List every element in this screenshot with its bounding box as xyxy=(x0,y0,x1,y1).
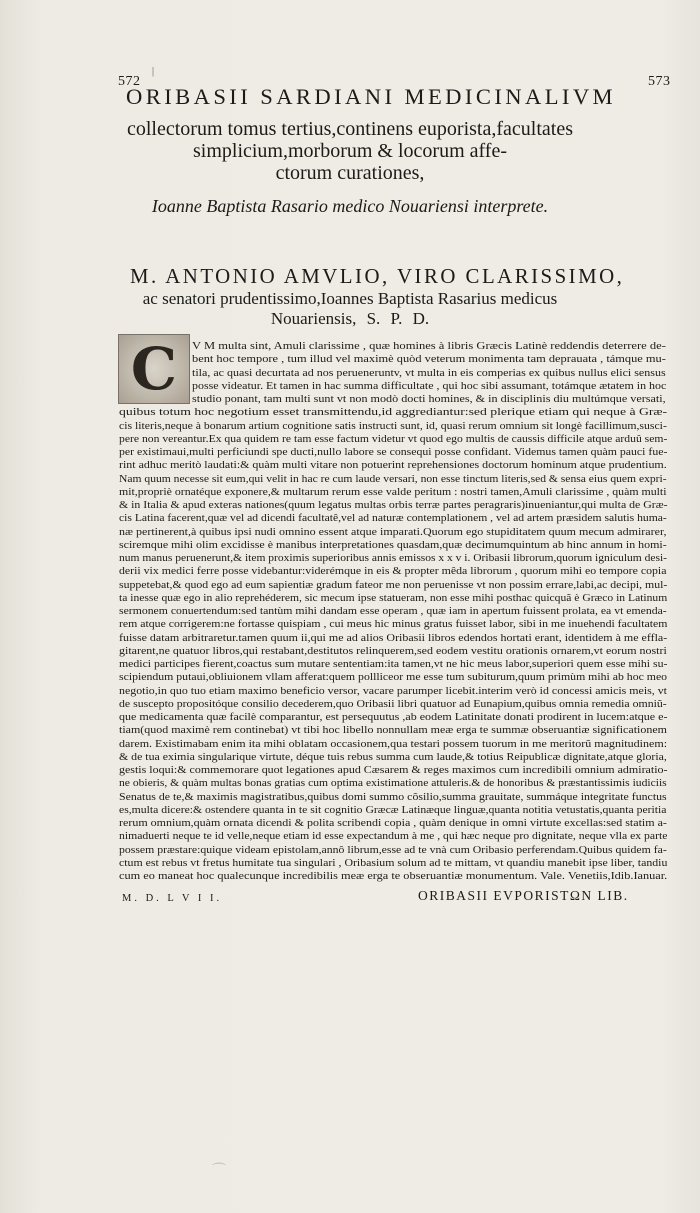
title-line-2: simplicium,morborum & locorum affe- xyxy=(192,140,507,162)
body-line: medici participes fierent,coactus sum mutare sententiam:ita tamen,vt ne hic meus labor,superiori quem esse mihi su- xyxy=(119,658,668,670)
body-line: sermonem conuertendum:sed tantùm mihi dandam esse operam , quæ iam in apertum fuissent prolata, ea vt emenda- xyxy=(119,605,667,617)
body-line: cum eo maneat hoc qualecunque incredibilis meæ erga te obseruantiæ monumentum. Vale. Venetiis,Idib.Ianuar. xyxy=(119,870,668,882)
translator-credit: Ioanne Baptista Rasario medico Nouariensi interprete. xyxy=(151,196,549,216)
body-line: num manus peruenerunt,& item proximis superioribus annis emissos x x v i. Oribasii librorum,quorum igniculum desi- xyxy=(119,552,667,564)
dedication-heading: M. ANTONIO AMVLIO, VIRO CLARISSIMO, xyxy=(130,264,625,288)
body-line: rerum omnium,quàm ornata dicendi & polita scribendi copia , quàm denique in omni virtute excellas:sed statim a- xyxy=(119,817,667,829)
body-line: darem. Existimabam enim ita mihi oblatam occasionem,qua testari possem tuorum in me meritorũ magnitudinem: xyxy=(119,737,668,750)
page-number-right: 573 xyxy=(648,74,671,89)
body-line: studio ponant, tam multi sunt vt non modò docti homines, & in disciplinis diu multúmque versati, xyxy=(192,393,666,405)
date-line: M. D. L V I I. xyxy=(122,893,223,904)
body-line: næ pertinerent,à quibus ipsi nudi omnino essent atque imparati.Quorum ego stupiditatem quum mecum admirarer, xyxy=(119,525,667,538)
body-line: & in Italia & apud exteras nationes(quum legatus multas orbis terræ partes peragraris)inueniantur,qui multa de Græ- xyxy=(119,499,668,511)
catchword: ORIBASII EVPORISTΩN LIB. xyxy=(418,888,629,903)
body-line: possem præstare:quique videam epistolam,annô librum,esse ad te vnà cum Oribasio perferendam.Quibus quidem fa- xyxy=(119,843,667,856)
body-line: V M multa sint, Amuli clarissime , quæ homines à libris Græcis Latinè reddendis deterrere de- xyxy=(192,340,666,352)
body-line: posse videatur. Et tamen in hac summa difficultate , qui hoc sibi assumant, totámque ætatem in hoc xyxy=(192,379,667,392)
body-line: scipiendum putaui,obliuionem vllam afferat:quem pollliceor me esse tum subiturum,quum primùm mihi ab hoc meo xyxy=(119,671,668,684)
body-line: per existimaui,multi perficiundi spe ducti,nullo labore se consequi posse confidant. Videmus tamen quàm pauci fue- xyxy=(119,446,668,458)
body-line: derii vix medici ferre posse videbantur:viderémque in eis & propter mêda librorum , quorum mihi eo tempore copia xyxy=(119,565,667,578)
body-line: cis literis,neque à bonarum artium cognitione satis instructi sunt, id, quasi rerum omnium sit longè facillimum,susci- xyxy=(119,419,667,432)
body-line: ta inesse quæ ego in alio reprehéderem, sic mecum ipse statueram, non esse mihi posthac quicquã è Græco in Latinum xyxy=(119,591,668,604)
title-line-3: ctorum curationes, xyxy=(275,162,425,184)
body-line: fuisse datam arbitraretur.tamen quum ii,qui me ad alios Oribasii libros edendos hortati erant, identidem à me effla- xyxy=(119,631,668,644)
body-line: de suscepto propositóque consilio decederem,quo Oribasii libri quatuor ad Eunapium,quibus omnia remedia omniũ- xyxy=(119,697,667,710)
body-line: negotio,in quo tuo etiam maximo beneficio versor, vacare parumper licebit.interim verò id concessi amicis meis, vt xyxy=(119,684,667,697)
body-line: quibus totum hoc negotium esset transmittendu,id aggrediantur:sed plerique etiam qui neque à Græ- xyxy=(119,406,668,419)
page-mark: ⌒ xyxy=(212,1164,226,1179)
body-line: Senatus de te,& maximis magistratibus,quibus domi summo cõsilio,summa grauitate, summáque integritate functus xyxy=(119,790,667,803)
body-line: & de tua eximia singularique virtute, déque tuis rebus summa cum laude,& totius Reipublicæ dignitate,atque gloria, xyxy=(119,750,667,763)
body-line: que medicamenta quæ facilè comparantur, est persequutus ,ab eodem Latinitate donati prodirent in lucem:atque e- xyxy=(119,711,668,723)
body-line: pere non vereantur.Ex qua quidem re tam esse factum videtur vt quod ego multis de caussis difficile atque arduû sem- xyxy=(119,432,668,445)
body-line: rint adhuc meritò laudati:& quàm multi vitare non potuerint reprehensiones doctorum hominum atque prudentium. xyxy=(119,459,667,472)
running-head: ORIBASII SARDIANI MEDICINALIVM xyxy=(126,84,617,109)
body-line: mit,propriè ornatéque exponere,& multarum rerum esse valde peritum : nostri tamen,Amuli clarissime , quàm multi xyxy=(119,485,667,498)
body-line: gestis loqui:& commemorare quot legationes apud Cæsarem & reges maximos cum incredibili omnium admiratio- xyxy=(119,764,668,776)
dedication-line-3: Nouariensis, S. P. D. xyxy=(270,309,430,328)
body-line: ne obieris, & quàm multas bonas gratias cum optima existimatione attuleris.& de honoribus & præstantissimis iudiciis xyxy=(119,777,667,790)
title-line-1: collectorum tomus tertius,continens euporista,facultates xyxy=(127,118,573,140)
body-line: tiam(quod maximè rem continebat) vt tibi hoc libello nonnullam meæ erga te summæ obseruantiæ significationem xyxy=(119,724,667,737)
body-line: ctum est rebus vt fretus humitate tua singulari , Oribasium solum ad te mittam, vt quandiu manebit ipse liber, tandiu xyxy=(119,856,668,869)
dedication-line-2: ac senatori prudentissimo,Ioannes Baptista Rasarius medicus xyxy=(142,289,558,308)
decorated-initial xyxy=(118,334,190,404)
initial-letter: C xyxy=(130,335,178,403)
body-line: es,multa dicere:& ostendere quanta in te sit cognitio Græcæ Latinæque linguæ,quanta notitia vetustatis,quanta peritia xyxy=(119,803,667,816)
margin-mark: | xyxy=(152,66,155,77)
body-line: Nam quum necesse sit eum,qui velit in hac re cum laude versari, non esse tinctum literis,sed & sensa eius quem expri- xyxy=(119,472,667,485)
body-line: tila, ac quasi decurtata ad nos perueneruntv, vt multa in eis comperias ex quibus nullus elici sensus xyxy=(192,366,666,379)
body-line: cis Latina facerent,quæ vel ad dicendi facultatê,vel ad naturæ contemplationem , vel ad artem præsidem salutis huma- xyxy=(119,512,667,525)
body-line: rem atque corrigerem:ne fortasse quispiam , cui meus hic minus gratus fuisset labor, sibi in me inuehendi facultatem xyxy=(119,618,668,631)
body-line: sciremque mihi olim excidisse è manibus interpretationes quasdam,quæ decimumquintum ab hinc annum in homi- xyxy=(119,538,667,551)
body-line: gitarent,ne quatuor libros,qui restabant,destitutos relinquerem,sed eodem vestitu orationis ornarem,vt eorum nostri xyxy=(119,644,667,657)
body-line: nimaduerti neque te id velle,neque etiam id esse expectandum à me , qui hæc neque pro dignitate, neque vlla ex parte xyxy=(119,830,668,843)
body-line: suppetebat,& quod ego ad eum sapientiæ gradum fateor me non peruenisse vt non possim errare,labi,ac decipi, mul- xyxy=(119,578,668,591)
page-number-left: 572 xyxy=(118,74,141,89)
body-line: bent hoc tempore , tum illud vel maximè quòd veterum monimenta tam deprauata , támque mu- xyxy=(192,353,666,366)
